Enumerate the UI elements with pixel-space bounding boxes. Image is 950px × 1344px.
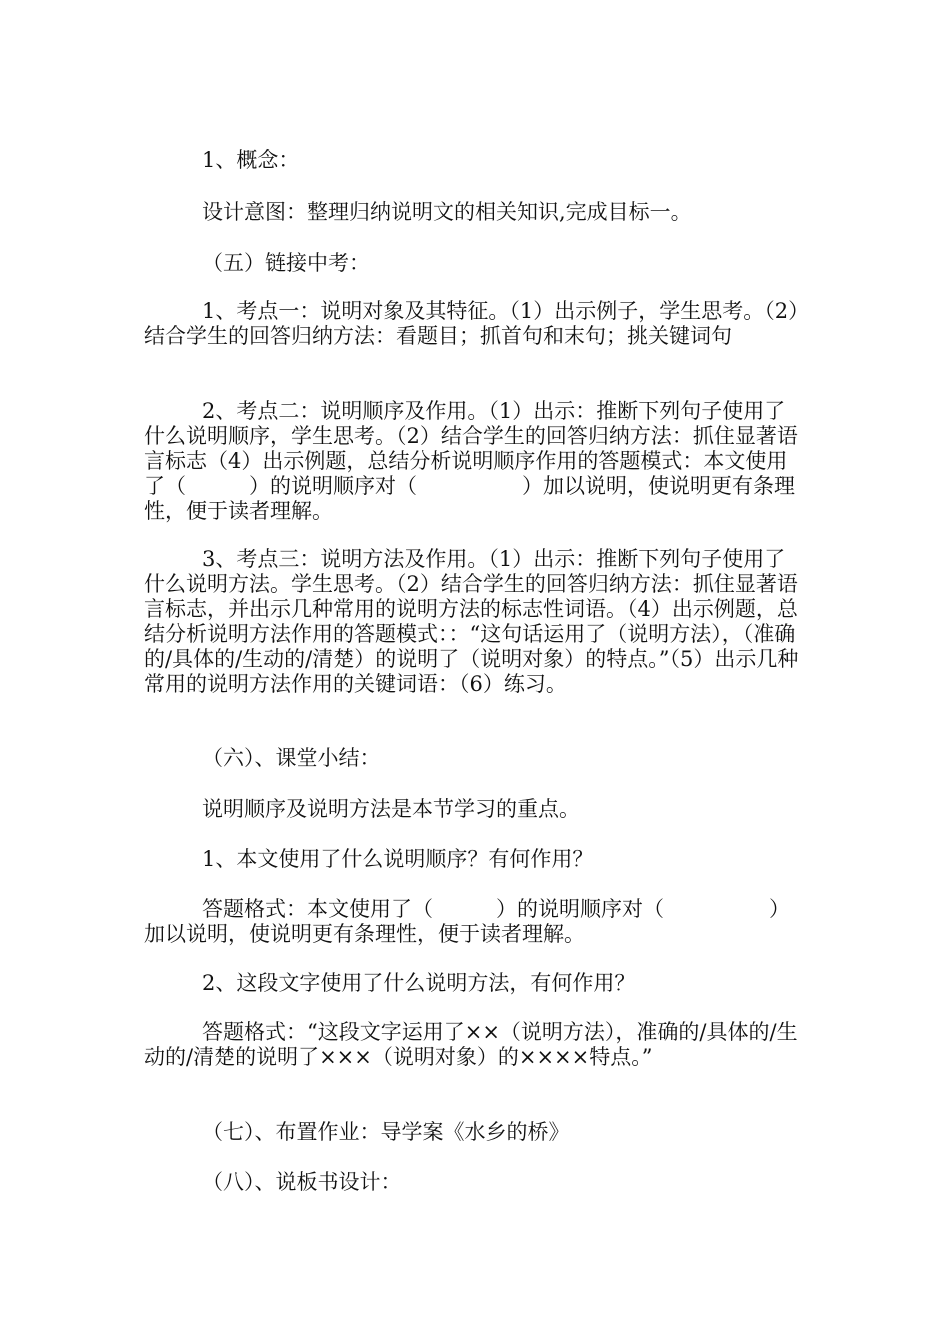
paragraph-exam-point-1: 1、考点一：说明对象及其特征。（1）出示例子，学生思考。（2）结合学生的回答归纳方法：看题目；抓首句和末句；挑关键词句 (144, 299, 799, 348)
paragraph-question-2: 2、这段文字使用了什么说明方法，有何作用？ (202, 971, 636, 995)
section-heading-homework: （七）、布置作业：导学案《水乡的桥》 (202, 1120, 570, 1144)
paragraph-answer-format-1: 答题格式：本文使用了（ ）的说明顺序对（ ）加以说明，使说明更有条理性，便于读者理解。 (144, 897, 790, 946)
paragraph-concept: 1、概念： (202, 148, 300, 172)
section-heading-summary: （六）、课堂小结： (202, 746, 381, 770)
paragraph-question-1: 1、本文使用了什么说明顺序？有何作用？ (202, 847, 594, 871)
paragraph-summary-focus: 说明顺序及说明方法是本节学习的重点。 (202, 797, 580, 821)
paragraph-exam-point-2: 2、考点二：说明顺序及作用。（1）出示：推断下列句子使用了什么说明顺序，学生思考。（2）结合学生的回答归纳方法：抓住显著语言标志（4）出示例题，总结分析说明顺序作用的答题模式：本文使用了（ ）的说明顺序对（ ）加以说明，使说明更有条理性，便于读者理解。 (144, 399, 798, 523)
paragraph-answer-format-2: 答题格式：“这段文字运用了××（说明方法），准确的/具体的/生动的/清楚的说明了×××（说明对象）的××××特点。” (144, 1020, 798, 1069)
paragraph-exam-point-3: 3、考点三：说明方法及作用。（1）出示：推断下列句子使用了什么说明方法。学生思考。（2）结合学生的回答归纳方法：抓住显著语言标志，并出示几种常用的说明方法的标志性词语。（4）出示例题，总结分析说明方法作用的答题模式：：“这句话运用了（说明方法），（准确的/具体的/生动的/清楚）的说明了（说明对象）的特点。”（5）出示几种常用的说明方法作用的关键词语：（6）练习。 (144, 547, 799, 696)
section-heading-exam-link: （五）链接中考： (202, 251, 370, 275)
paragraph-design-intent: 设计意图：整理归纳说明文的相关知识,完成目标一。 (202, 200, 692, 224)
section-heading-board-design: （八）、说板书设计： (202, 1170, 402, 1194)
